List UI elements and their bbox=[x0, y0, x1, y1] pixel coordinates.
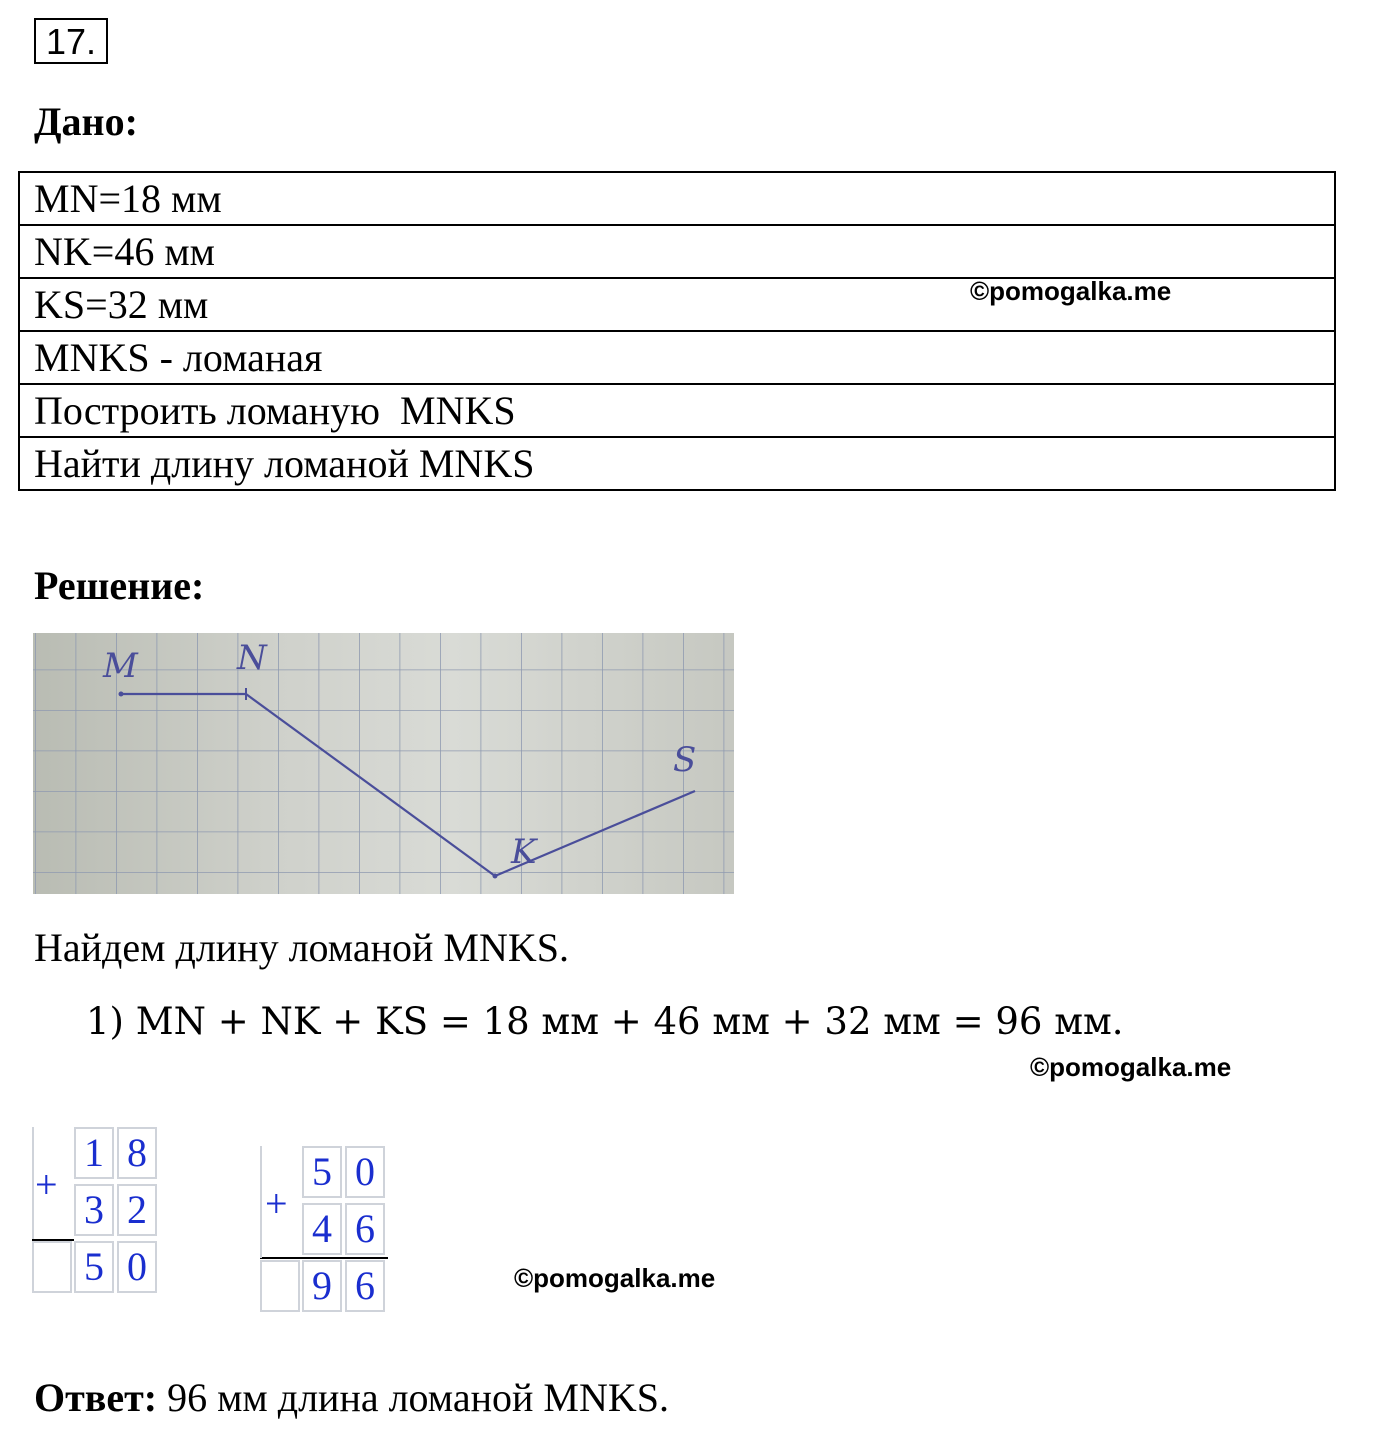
column-addition-2 bbox=[260, 1146, 390, 1316]
watermark: ©pomogalka.me bbox=[1030, 1052, 1232, 1082]
digit-cell: 1 bbox=[74, 1127, 114, 1179]
answer-text: 96 мм длина ломаной MNKS. bbox=[157, 1375, 669, 1420]
cell-border bbox=[260, 1146, 262, 1258]
given-heading: Дано: bbox=[34, 99, 138, 144]
given-cell: Построить ломаную MNKS bbox=[19, 384, 1335, 437]
result-digit-cell: 0 bbox=[117, 1241, 157, 1293]
given-row bbox=[19, 384, 1335, 437]
given-cell: MNKS - ломаная bbox=[19, 331, 1335, 384]
solution-heading: Решение: bbox=[34, 563, 205, 608]
answer-label: Ответ: bbox=[34, 1375, 158, 1420]
given-cell: KS=32 мм bbox=[19, 278, 1335, 331]
result-digit-cell: 9 bbox=[302, 1260, 342, 1312]
label-n: N bbox=[237, 638, 267, 678]
watermark: ©pomogalka.me bbox=[970, 276, 1172, 306]
digit-cell: 4 bbox=[302, 1203, 342, 1255]
given-row bbox=[19, 331, 1335, 384]
digit-cell: 8 bbox=[117, 1127, 157, 1179]
result-digit-cell: 5 bbox=[74, 1241, 114, 1293]
empty-cell bbox=[32, 1241, 72, 1293]
given-cell: Найти длину ломаной MNKS bbox=[19, 437, 1335, 490]
label-m: M bbox=[103, 646, 138, 686]
plus-sign: + bbox=[265, 1181, 288, 1226]
digit-cell: 0 bbox=[345, 1146, 385, 1198]
digit-cell: 2 bbox=[117, 1184, 157, 1236]
polyline-drawing-photo bbox=[33, 633, 734, 894]
plus-sign: + bbox=[35, 1162, 58, 1207]
find-length-text: Найдем длину ломаной MNKS. bbox=[34, 925, 569, 970]
label-s: S bbox=[673, 740, 697, 780]
empty-cell bbox=[260, 1260, 300, 1312]
given-table bbox=[18, 171, 1336, 491]
given-cell: NK=46 мм bbox=[19, 225, 1335, 278]
sum-line bbox=[260, 1257, 388, 1259]
sum-formula: 1) MN + NK + KS = 18 мм + 46 мм + 32 мм = 96 мм. bbox=[86, 1000, 1124, 1043]
polyline-drawing bbox=[33, 633, 734, 894]
task-number: 17. bbox=[34, 18, 108, 64]
cell-border bbox=[32, 1127, 34, 1239]
given-cell: MN=18 мм bbox=[19, 172, 1335, 225]
given-row bbox=[19, 225, 1335, 278]
answer-line bbox=[34, 1375, 669, 1420]
result-digit-cell: 6 bbox=[345, 1260, 385, 1312]
digit-cell: 3 bbox=[74, 1184, 114, 1236]
digit-cell: 6 bbox=[345, 1203, 385, 1255]
grid-paper bbox=[33, 633, 734, 894]
point-k bbox=[493, 874, 498, 879]
digit-cell: 5 bbox=[302, 1146, 342, 1198]
given-row bbox=[19, 437, 1335, 490]
given-row bbox=[19, 172, 1335, 225]
point-m bbox=[119, 692, 124, 697]
label-k: K bbox=[511, 832, 537, 872]
watermark: ©pomogalka.me bbox=[514, 1263, 716, 1293]
column-addition-1 bbox=[32, 1127, 162, 1297]
